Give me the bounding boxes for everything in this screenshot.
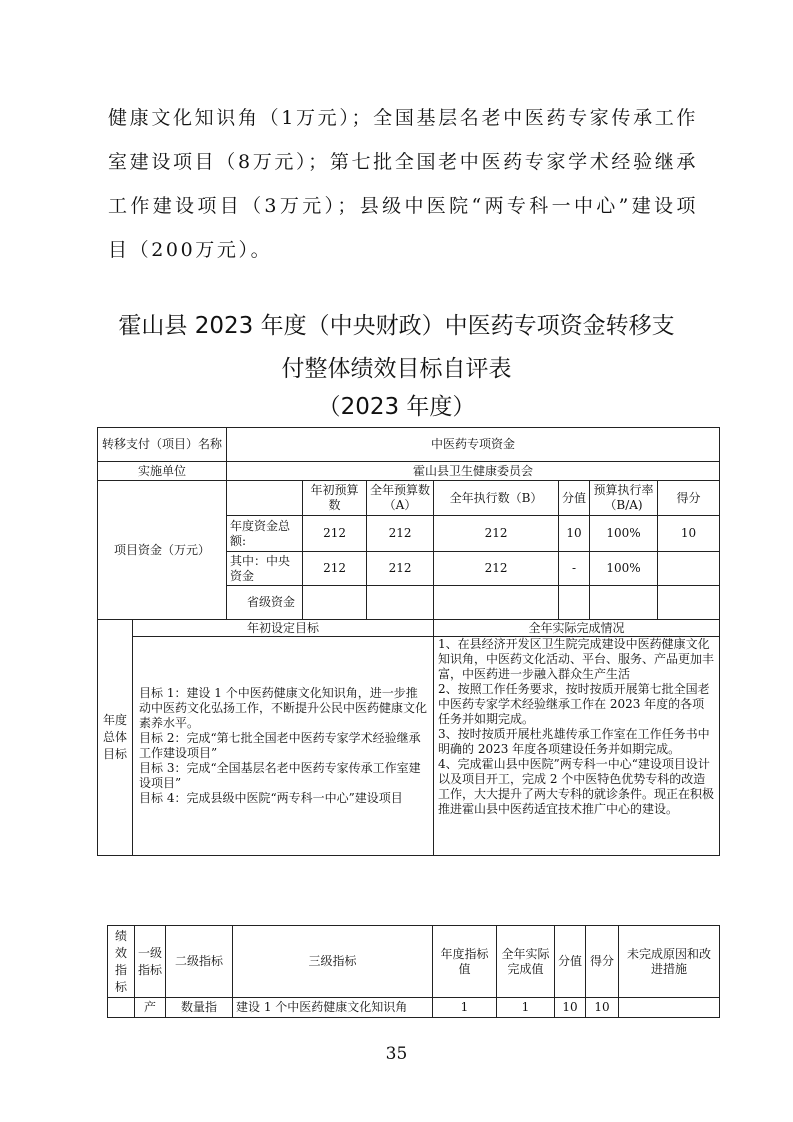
cell: 212 — [367, 516, 434, 552]
cell: 10 — [658, 516, 720, 552]
goal-item: 目标 1：建设 1 个中医药健康文化知识角，进一步推动中医药文化弘扬工作，不断提升公民中医药健康文化素养水平。 — [139, 686, 428, 730]
goal-item: 目标 3：完成“全国基层名老中医药专家传承工作室建设项目” — [139, 761, 421, 790]
cell: 212 — [303, 516, 367, 552]
page-title-year: （2023 年度） — [317, 394, 476, 420]
row-provincial-label: 省级资金 — [227, 586, 303, 620]
actual-results-cell — [434, 637, 720, 856]
page-title-line-1: 霍山县 2023 年度（中央财政）中医药专项资金转移支 — [118, 313, 675, 339]
header-executed: 全年执行数（B） — [434, 481, 559, 516]
unit-label: 实施单位 — [98, 462, 227, 481]
cell: 212 — [434, 516, 559, 552]
cell: 212 — [367, 552, 434, 586]
funds-table — [97, 427, 720, 856]
cell: 10 — [555, 998, 586, 1018]
header-points: 分值 — [555, 926, 586, 998]
cell — [108, 998, 135, 1018]
unit-value: 霍山县卫生健康委员会 — [227, 462, 720, 481]
cell — [303, 586, 367, 620]
cell: 100% — [590, 552, 658, 586]
cell — [590, 586, 658, 620]
page-number: 35 — [385, 1044, 408, 1064]
result-item: 2、按照工作任务要求，按时按质开展第七批全国老中医药专家学术经验继承工作在 2023 年度的各项任务并如期完成。 — [438, 682, 710, 726]
cell: 1 — [497, 998, 555, 1018]
result-item: 4、完成霍山县中医院”两专科一中心“建设项目设计以及项目开工，完成 2 个中医特色优势专科的改造工作，大大提升了两大专科的就诊条件。现正在积极推进霍山县中医药适宜技术推广中心的建设。 — [438, 757, 715, 816]
cell — [658, 552, 720, 586]
header-performance-indicator: 绩效指标 — [108, 926, 135, 998]
cell: 212 — [303, 552, 367, 586]
indicators-table — [107, 925, 720, 1018]
goal-item: 目标 4：完成县级中医院“两专科一中心”建设项目 — [139, 791, 403, 805]
cell — [559, 586, 590, 620]
cell: 212 — [434, 552, 559, 586]
blank-header-cell — [227, 481, 303, 516]
header-score: 得分 — [658, 481, 720, 516]
header-execution-rate: 预算执行率（B/A) — [590, 481, 658, 516]
intro-paragraph: 健康文化知识角（1万元）；全国基层名老中医药专家传承工作室建设项目（8万元）；第七批全国老中医药专家学术经验继承工作建设项目（3万元）；县级中医院“两专科一中心”建设项目（200万元）。 — [108, 107, 698, 261]
cell: 100% — [590, 516, 658, 552]
project-name-label: 转移支付（项目）名称 — [98, 428, 227, 462]
header-target-value: 年度指标值 — [433, 926, 497, 998]
result-item: 3、按时按质开展杜兆雄传承工作室在工作任务书中明确的 2023 年度各项建设任务并如期完成。 — [438, 727, 710, 756]
cell: 产 — [135, 998, 166, 1018]
header-annual-budget: 全年预算数（A） — [367, 481, 434, 516]
cell: 10 — [559, 516, 590, 552]
row-total-label: 年度资金总额: — [227, 516, 303, 552]
cell: 1 — [433, 998, 497, 1018]
row-central-label: 其中：中央资金 — [227, 552, 303, 586]
cell — [367, 586, 434, 620]
header-level-1: 一级指标 — [135, 926, 166, 998]
header-actual-value: 全年实际完成值 — [497, 926, 555, 998]
cell: 建设 1 个中医药健康文化知识角 — [233, 998, 433, 1018]
page-title-line-2: 付整体绩效目标自评表 — [281, 356, 512, 382]
header-initial-budget: 年初预算数 — [303, 481, 367, 516]
header-level-3: 三级指标 — [233, 926, 433, 998]
cell — [658, 586, 720, 620]
cell: 10 — [586, 998, 619, 1018]
cell: - — [559, 552, 590, 586]
header-level-2: 二级指标 — [166, 926, 233, 998]
goal-section-label: 年度总体目标 — [98, 620, 133, 856]
cell — [619, 998, 720, 1018]
cell: 数量指 — [166, 998, 233, 1018]
cell — [434, 586, 559, 620]
initial-goals-cell — [133, 637, 434, 856]
header-reason: 未完成原因和改进措施 — [619, 926, 720, 998]
header-score-value: 分值 — [559, 481, 590, 516]
goal-header-actual: 全年实际完成情况 — [434, 620, 720, 637]
result-item: 1、在县经济开发区卫生院完成建设中医药健康文化知识角，中医药文化活动、平台、服务、产品更加丰富，中医药进一步融入群众生产生活 — [438, 637, 715, 681]
project-name-value: 中医药专项资金 — [227, 428, 720, 462]
goal-header-initial: 年初设定目标 — [133, 620, 434, 637]
funds-label: 项目资金（万元） — [98, 481, 227, 620]
goal-item: 目标 2：完成“第七批全国老中医药专家学术经验继承工作建设项目” — [139, 731, 421, 760]
header-score: 得分 — [586, 926, 619, 998]
